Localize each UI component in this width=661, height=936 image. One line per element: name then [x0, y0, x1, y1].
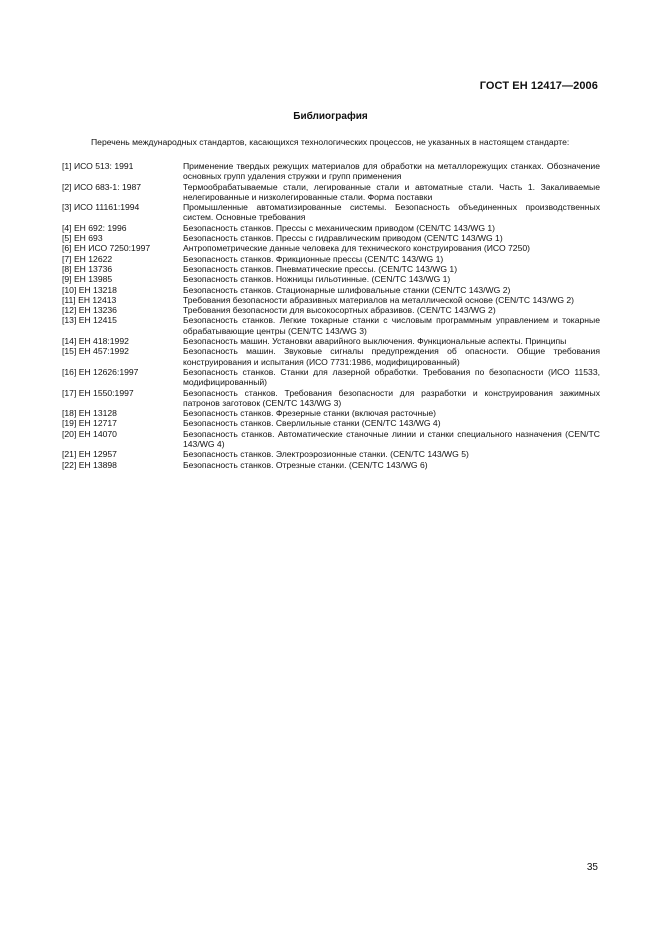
- entry-text: Безопасность станков. Ножницы гильотинные. (CEN/TC 143/WG 1): [183, 274, 451, 285]
- page-title: Библиография: [293, 111, 368, 122]
- bibliography-list: [62, 161, 600, 470]
- entry-key: [11] ЕН 12413: [62, 294, 117, 305]
- entry-text: Безопасность станков. Автоматические станочные линии и станки специального назначения (CEN/TC 143/WG 4): [183, 428, 600, 450]
- bibliography-entry: [62, 336, 600, 346]
- entry-key: [15] ЕН 457:1992: [62, 346, 129, 357]
- bibliography-entry: [62, 408, 600, 418]
- entry-key: [21] ЕН 12957: [62, 449, 117, 460]
- bibliography-entry: [62, 264, 600, 274]
- entry-key: [16] ЕН 12626:1997: [62, 366, 139, 377]
- entry-text: Безопасность машин. Установки аварийного выключения. Функциональные аспекты. Принципы: [183, 336, 567, 347]
- bibliography-entry: [62, 418, 600, 428]
- bibliography-entry: [62, 182, 600, 203]
- entry-text: Безопасность станков. Электроэрозионные станки. (CEN/TC 143/WG 5): [183, 449, 469, 460]
- entry-text: Требования безопасности абразивных материалов на металлической основе (CEN/TC 143/WG 2): [183, 294, 575, 305]
- entry-key: [8] ЕН 13736: [62, 263, 113, 274]
- bibliography-entry: [62, 202, 600, 223]
- bibliography-entry: [62, 161, 600, 182]
- entry-text: Промышленные автоматизированные системы. Безопасность объединенных производственных систем. Основные требования: [183, 202, 600, 223]
- entry-text: Безопасность станков. Станки для лазерной обработки. Требования по безопасности (ИСО 11533, модифицированный): [183, 366, 600, 388]
- entry-text: Безопасность станков. Сверлильные станки (CEN/TC 143/WG 4): [183, 418, 441, 429]
- entry-text: Термообрабатываемые стали, легированные стали и автоматные стали. Часть 1. Закаливаемые нелегированные и низколегированные стали. Форма поставки: [183, 181, 600, 202]
- entry-key: [12] ЕН 13236: [62, 305, 117, 316]
- bibliography-entry: [62, 367, 600, 388]
- entry-key: [14] ЕН 418:1992: [62, 336, 129, 347]
- bibliography-entry: [62, 449, 600, 459]
- bibliography-entry: [62, 243, 600, 253]
- entry-text: Безопасность станков. Фрезерные станки (включая расточные): [183, 408, 437, 419]
- bibliography-entry: [62, 285, 600, 295]
- entry-key: [6] ЕН ИСО 7250:1997: [62, 243, 151, 254]
- bibliography-entry: [62, 429, 600, 450]
- bibliography-entry: [62, 274, 600, 284]
- page-number: 35: [586, 862, 598, 873]
- bibliography-entry: [62, 223, 600, 233]
- entry-text: Требования безопасности для высокосортных абразивов. (CEN/TC 143/WG 2): [183, 305, 496, 316]
- entry-text: Безопасность станков. Требования безопасности для разработки и конструирования зажимных патронов заготовок (CEN/TC 143/WG 3): [183, 387, 600, 408]
- entry-key: [22] ЕН 13898: [62, 459, 117, 470]
- bibliography-entry: [62, 388, 600, 409]
- bibliography-entry: [62, 315, 600, 336]
- entry-key: [3] ИСО 11161:1994: [62, 202, 140, 213]
- entry-key: [7] ЕН 12622: [62, 253, 113, 264]
- entry-key: [17] ЕН 1550:1997: [62, 387, 134, 398]
- bibliography-entry: [62, 295, 600, 305]
- entry-key: [20] ЕН 14070: [62, 428, 117, 439]
- entry-key: [2] ИСО 683-1: 1987: [62, 181, 142, 192]
- entry-text: Безопасность станков. Фрикционные прессы (CEN/TC 143/WG 1): [183, 253, 444, 264]
- bibliography-entry: [62, 254, 600, 264]
- entry-key: [9] ЕН 13985: [62, 274, 113, 285]
- entry-key: [5] ЕН 693: [62, 233, 103, 244]
- entry-key: [1] ИСО 513: 1991: [62, 161, 134, 171]
- entry-text: Безопасность станков. Прессы с гидравлическим приводом (CEN/TC 143/WG 1): [183, 233, 503, 244]
- entry-text: Применение твердых режущих материалов для обработки на металлорежущих станках. Обозначение основных групп удаления стружки и групп применения: [183, 161, 600, 182]
- bibliography-entry: [62, 233, 600, 243]
- entry-key: [10] ЕН 13218: [62, 284, 117, 295]
- entry-text: Безопасность станков. Стационарные шлифовальные станки (CEN/TC 143/WG 2): [183, 284, 511, 295]
- entry-text: Безопасность станков. Легкие токарные станки с числовым программным управлением и токарные обрабатывающие центры (CEN/TC 143/WG 3): [183, 315, 600, 336]
- entry-key: [19] ЕН 12717: [62, 418, 117, 429]
- entry-key: [18] ЕН 13128: [62, 408, 117, 419]
- entry-text: Безопасность станков. Отрезные станки. (CEN/TC 143/WG 6): [183, 459, 428, 470]
- entry-key: [4] ЕН 692: 1996: [62, 222, 127, 233]
- entry-text: Антропометрические данные человека для технического конструирования (ИСО 7250): [183, 243, 531, 254]
- entry-text: Безопасность машин. Звуковые сигналы предупреждения об опасности. Общие требования конструирования и испытания (ИСО 7731:1986, модифицированный): [183, 346, 600, 367]
- bibliography-entry: [62, 460, 600, 470]
- standard-header: ГОСТ ЕН 12417—2006: [479, 80, 598, 92]
- entry-text: Безопасность станков. Прессы с механическим приводом (CEN/TC 143/WG 1): [183, 222, 496, 233]
- entry-text: Безопасность станков. Пневматические прессы. (CEN/TC 143/WG 1): [183, 263, 458, 274]
- bibliography-entry: [62, 305, 600, 315]
- bibliography-entry: [62, 346, 600, 367]
- entry-key: [13] ЕН 12415: [62, 315, 117, 326]
- intro-paragraph: Перечень международных стандартов, касающихся технологических процессов, не указанных в настоящем стандарте:: [91, 137, 570, 147]
